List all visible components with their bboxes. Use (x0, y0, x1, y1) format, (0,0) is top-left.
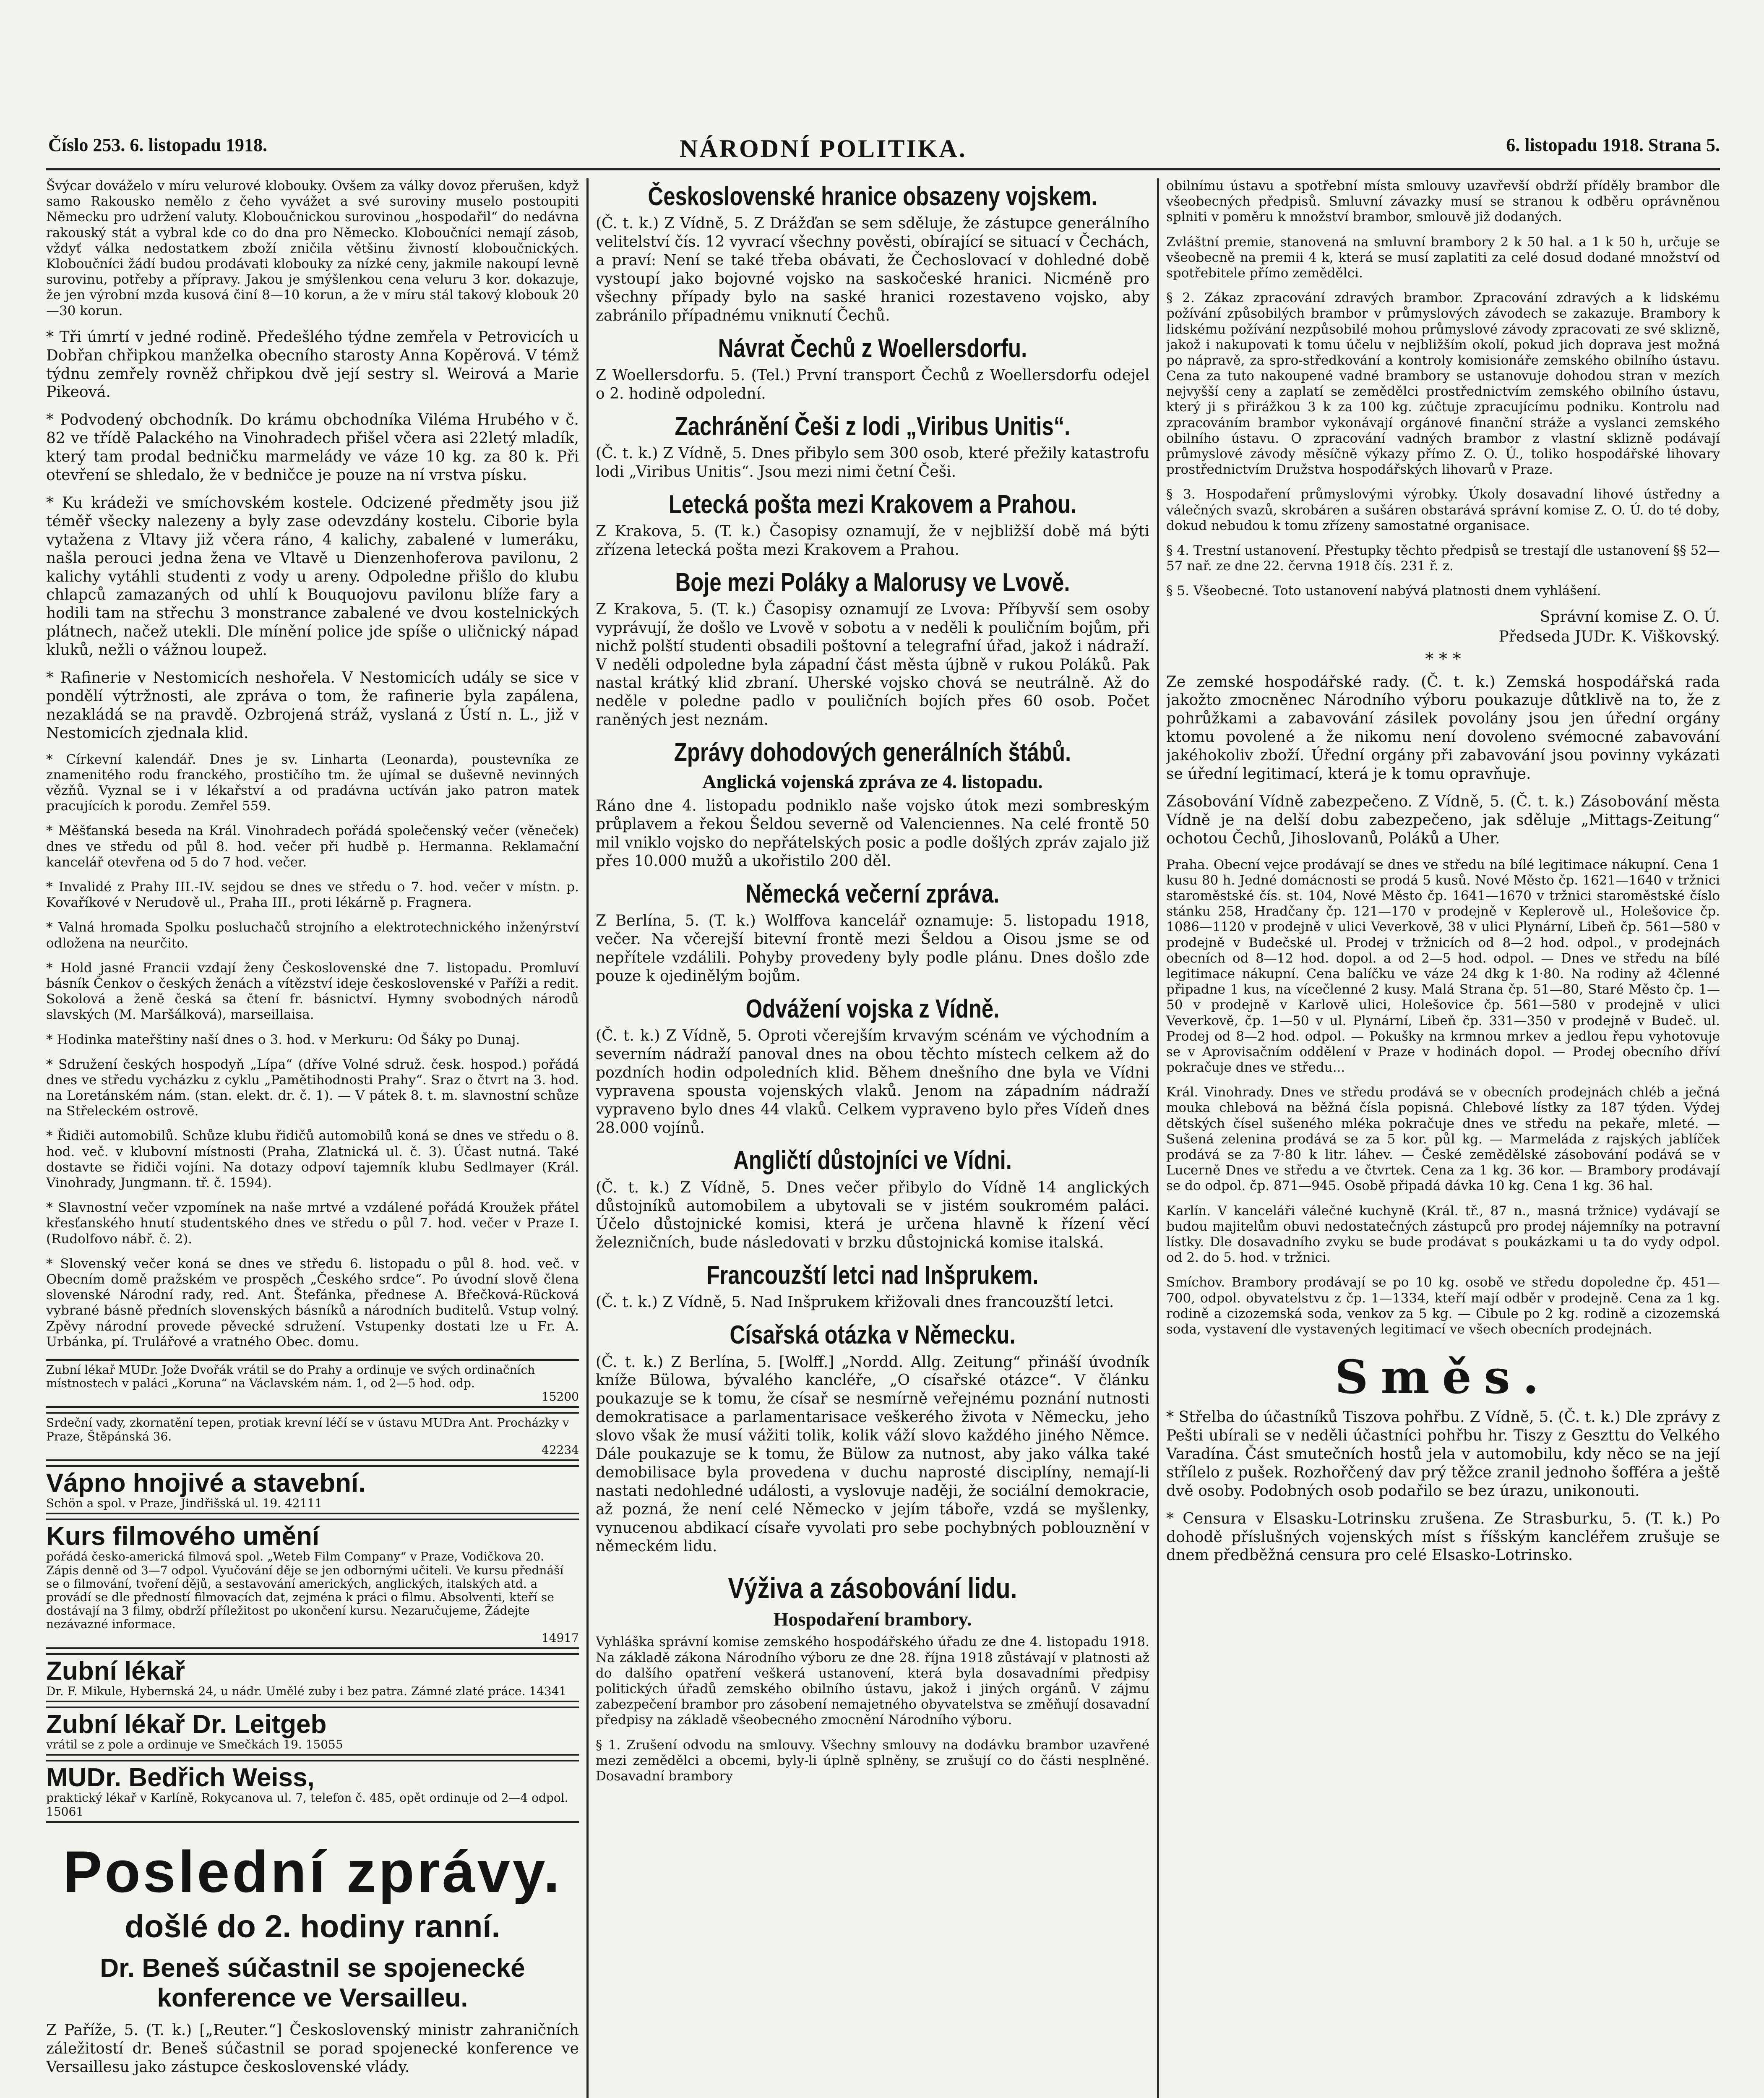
advertisement (46, 1653, 579, 1702)
article-headline: Francouzští letci nad Inšprukem. (706, 1261, 1039, 1290)
article-text: Z Krakova, 5. (T. k.) Časopisy oznamují ze Lvova: Příbyvší sem osoby vyprávují, že došlo ve Lvově v sobotu a v neděli k pouličním bojům, při nichž polští studenti obsadili poštovní a telegrafní úřad, jakož i nádraží. V neděli odpoledne byla západní část města újbně v rukou Poláků. Pak nastal krátký klid zbraní. Uherské vojsko chová se neutrálně. Až do neděle v poledne padlo v pouličních bojích přes 60 osob. Počet raněných jest neznám. (596, 600, 1149, 729)
section-title: Směs. (1334, 1350, 1552, 1404)
article-text: Král. Vinohrady. Dnes ve středu prodává se v obecních prodejnách chléb a ječná mouka chlebová na běžná čísla popisná. Chlebové lístky za 187 týden. Výdej dětských čísel sušeného mléka pokračuje dnes ve středu na pekaře, mleté. — Sušená zelenina prodává se za 5 kor. půl kg. — Marmeláda z rajských jablíček prodává se za 7·80 k litr. láhev. — České zemědělské zásobování podává se v Lucerně Dnes ve středu a ve čtvrtek. Cena za 1 kg. 36 kor. — Brambory prodávají se do odpol. čp. 871—945. Osobě připadá dávka 10 kg. Cena 1 kg. 36 hal. (1166, 1085, 1720, 1194)
article-text: § 4. Trestní ustanovení. Přestupky těchto předpisů se trestají dle ustanovení §§ 52—57 nař. ze dne 22. června 1918 čís. 231 ř. z. (1166, 543, 1720, 574)
ad-code: 15200 (541, 1390, 579, 1404)
article-text: * Církevní kalendář. Dnes je sv. Linharta (Leonarda), poustevníka ze znamenitého rodu franckého, prostičího tm. že ujímal se duševně nevinných vězňů. Vyznal se i v lékařství a od pradávna uctíván jako patron matek pracujících k porodu. Zemřel 559. (46, 752, 579, 814)
ad-text: Dr. F. Mikule, Hybernská 24, u nádr. Umělé zuby i bez patra. Zámné zlaté práce. 14341 (46, 1684, 567, 1698)
article-text: * Řidiči automobilů. Schůze klubu řidičů automobilů koná se dnes ve středu o 8. hod. več. v klubovní místnosti (Praha, Zlatnická ul. č. 3). Účast nutná. Také dostavte se řidiči vojíni. Na dotazy odpoví tajemník klubu Sedlmayer (Král. Vinohrady, Jungmann. tř. č. 1594). (46, 1128, 579, 1191)
article-subheadline: Anglická vojenská zpráva ze 4. listopadu. (702, 771, 1043, 793)
ad-code: 14917 (541, 1631, 579, 1645)
advertisement (46, 1760, 579, 1822)
article-text: * Tři úmrtí v jedné rodině. Předešlého týdne zemřela v Petrovicích u Dobřan chřipkou manželka obecního starosty Anna Kopěrová. V témž týdnu zemřely rovněž chřipkou dvě její sestry sl. Weirová a Marie Pikeová. (46, 328, 579, 401)
columns (46, 178, 1720, 2098)
column-divider (586, 178, 589, 2098)
issue-number-date: Číslo 253. 6. listopadu 1918. (48, 135, 267, 155)
article-headline: Boje mezi Poláky a Malorusy ve Lvově. (675, 568, 1070, 597)
article-text: § 2. Zákaz zpracování zdravých brambor. Zpracování zdravých a k lidskému požívání způsobilých brambor v průmyslových závodech se zakazuje. Brambory k lidskému požívání nezpůsobilé mohou průmyslové závody zpracovati ze své sklizně, jakož i nakupovati k tomu účelu v nejbližším okolí, pokud jich doprava jest možná po nápravě, za spro-středkování a kontroly komisionáře zemského obilního ústavu. Cena za tuto nakoupené vadné brambory se ustanovuje dohodou stran v mezích nejvyšší ceny a zaplatí se zemědělci prostřednictvím zemského obilního ústavu, který ji s přirážkou 3 k za 100 kg. zúčtuje zpracujícímu podniku. Kontrolu nad zpracováním brambor vykonávají orgánové finanční stráže a vyslanci zemského obilního ústavu. O zpracování vadných brambor z vlastní sklizně podávají průmyslové závody měsíčně výkazy přímo Z. O. Ú., toliko hospodářské lihovary prostřednictvím Družstva hospodářských lihovarů v Praze. (1166, 290, 1720, 478)
column-3 (1166, 178, 1720, 2098)
signature-line: Předseda JUDr. K. Viškovský. (1498, 628, 1720, 645)
article-text: Smíchov. Brambory prodávají se po 10 kg. osobě ve středu dopoledne čp. 451—700, odpol. obyvatelstvu z čp. 1—1334, kteří mají odběr v prodejně. Cena za 1 kg. rodině a cizozemská soda, venkov za 5 kg. — Cibule po 2 kg. rodině a cizozemská soda, vystavení dle vystavených legitimací ve všech obecních prodejnách. (1166, 1275, 1720, 1337)
article-text: (Č. t. k.) Z Berlína, 5. [Wolff.] „Nordd. Allg. Zeitung“ přináší úvodník kníže Bülowa, bývalého kancléře, „O císařské otázce“. V článku poukazuje se k tomu, že císař se nesmírně veřejnému poznání nutnosti demokratisace a parlamentarisace veškerého života v Německu, jeho slovo však že musí vážiti tolik, kolik váží slovo každého jiného Němce. Dále poukazuje se k tomu, že Bülow za nutnost, aby jako válka také demobilisace byla provedena v duchu naprosté disciplíny, nemají-li nastati nedohledné události, a vyslovuje naději, že sociální demokracie, až pozná, že není celé Německo v jejím táboře, vzdá se myšlenky, vynucenou abdikací císaře vyvolati pro sebe pochybných poblouznění v německém lidu. (596, 1353, 1149, 1555)
article-text: Švýcar dováželo v míru velurové klobouky. Ovšem za války dovoz přerušen, když samo Rakousko nemělo z čeho vyvážet a své suroviny muselo postoupiti Německu pro udržení valuty. Kloboučnickou surovinou „hospodařil“ do nedávna rakouský stát a vybral kde co do dna pro Německo. Kloboučníci nemají zásob, vždyť válka nedostatkem zboží zničila většinu živností kloboučnických. Kloboučníci žádí budou prodávati klobouky za nízké ceny, jakmile nakoupí levně surovinu, potřeby a přípravy. Jakou je smýšlenkou cena veluru 3 kor. dokazuje, že jen výrobní mzda kusová činí 8—10 korun, a že v míru stál takový klobouk 20—30 korun. (46, 178, 579, 318)
article-text: (Č. t. k.) Z Vídně, 5. Oproti včerejším krvavým scénám ve východním a severním nádraží panoval dnes na obou těchto místech celkem až do pozdních hodin odpoledních klid. Během dnešního dne byla ve Vídni vypravena spousta vojenských vlaků. Jenom na západním nádraží vypraveno bylo dnes 44 vlaků. Celkem vypraveno bylo přes Vídeň dnes 28.000 vojínů. (596, 1027, 1149, 1137)
article-text: * Hodinka mateřštiny naší dnes o 3. hod. v Merkuru: Od Šáky po Dunaj. (46, 1032, 520, 1047)
article-headline: Angličtí důstojníci ve Vídni. (733, 1146, 1012, 1175)
ad-text: vrátil se z pole a ordinuje ve Smečkách 19. 15055 (46, 1738, 343, 1752)
article-text: Ráno dne 4. listopadu podniklo naše vojsko útok mezi sombreským průplavem a řekou Šeldou severně od Valenciennes. Na celé frontě 50 mil vniklo vojsko do nepřátelských posic a podle došlých zpráv zajalo již přes 10.000 mužů a ukořistilo 200 děl. (596, 797, 1149, 870)
ad-title: Zubní lékař (46, 1656, 185, 1686)
article-headline: Návrat Čechů z Woellersdorfu. (718, 334, 1027, 363)
column-2 (596, 178, 1149, 2098)
article-headline: Německá večerní zpráva. (745, 879, 1000, 908)
article-text: Praha. Obecní vejce prodávají se dnes ve středu na bílé legitimace nákupní. Cena 1 kusu 80 h. Jedné domácnosti se prodá 5 kusů. Nové Město čp. 1621—1640 v tržnici staroměstské čís. st. 104, Nové Město čp. 1641—1670 v tržnici staroměstské číslo stánku 258, Hradčany čp. 121—170 v prodejně v Keplerově ul., Holešovice čp. 1086—1120 v prodejně v ulici Veverkově, 38 v ulici Plynární, Libeň čp. 561—580 v prodejně v Budečské ul. Prodej v tržnicích od 8—2 hod. odpol., v prodejnách obecních od 8—12 hod. dopol. a od 2—5 hod. odpol. — Dnes ve středu na bílé legitimace nákupní. Cena balíčku ve váze 24 dkg k 1·80. Na rodiny až 4členné připadne 1 kus, na vícečlenné 2 kusy. Malá Strana čp. 51—80, Staré Město čp. 1—50 v prodejně v Karlově ulici, Holešovice čp. 561—580 v prodejně v ulici Veverkově, čp. 1—50 v ul. Plynární, Libeň čp. 331—350 v prodejně v Budeč. ul. Prodej od 8—2 hod. odpol. — Pokušky na krmnou mrkev a jedlou řepu vyhotovuje se v Aprovisačním oddělení v Praze v hodinách dopol. — Prodej obecního dříví pokračuje dnes ve středu... (1166, 857, 1720, 1075)
ad-text: praktický lékař v Karlíně, Rokycanova ul. 7, telefon č. 485, opět ordinuje od 2—4 odpol. 15061 (46, 1791, 568, 1819)
article-text: Ze zemské hospodářské rady. (Č. t. k.) Zemská hospodářská rada jakožto zmocněnec Národního výboru poukazuje důtklivě na to, že z pohrůžkami a zabavování zásilek povolány jsou jen úřední orgány ktomu povolené a že nikomu není dovoleno svémocné zabavování jakéhokoliv zboží. Úřední orgány při zabavování jsou povinny vykázati se úřední legitimací, která je k tomu opravňuje. (1166, 673, 1720, 783)
article-headline: Československé hranice obsazeny vojskem. (648, 182, 1097, 211)
article-text: § 1. Zrušení odvodu na smlouvy. Všechny smlouvy na dodávku brambor uzavřené mezi zemědělci a obcemi, byly-li úplně splněny, se zrušují co do části nesplněné. Dosavadní brambory (596, 1737, 1149, 1784)
article-text: * Valná hromada Spolku posluchačů strojního a elektrotechnického inženýrství odložena na neurčito. (46, 920, 579, 951)
advertisement (46, 1412, 579, 1461)
article-headline: Císařská otázka v Německu. (730, 1320, 1016, 1350)
article-text: * Rafinerie v Nestomicích neshořela. V Nestomicích udály se sice v pondělí výtržnosti, ale zpráva o tom, že rafinerie byla zapálena, nezakládá se na pravdě. Ozbrojená stráž, vyslaná z Ústí n. L., již v Nestomicích zjednala klid. (46, 669, 579, 742)
ad-title: Vápno hnojivé a stavební. (46, 1469, 366, 1498)
latest-news-title: Poslední zprávy. (63, 1838, 563, 1905)
advertisement (46, 1359, 579, 1408)
column-divider (1157, 178, 1159, 2098)
article-text: Z Paříže, 5. (T. k.) [„Reuter.“] Československý ministr zahraničních záležitostí dr. Beneš súčastnil se porad spojenecké konference ve Versaillesu jako zástupce československé vlády. (46, 2022, 579, 2076)
advertisement (46, 1707, 579, 1756)
article-text: * Podvodený obchodník. Do krámu obchodníka Viléma Hrubého v č. 82 ve třídě Palackého na Vinohradech přišel včera asi 22letý mladík, který tam prodal bedničku marmelády ve váze 10 kg. za 80 k. Při otevření se shledalo, že v bedničce je pouze na ní vrstva písku. (46, 411, 579, 484)
page-date-number: 6. listopadu 1918. Strana 5. (1506, 135, 1720, 155)
article-text: * Měšťanská beseda na Král. Vinohradech pořádá společenský večer (věneček) dnes ve středu od půl 8. hod. večer při hudbě p. Hermanna. Reklamační kancelář otevřena od 5 do 7 hod. večer. (46, 823, 579, 870)
article-text: * Censura v Elsasku-Lotrinsku zrušena. Ze Strasburku, 5. (T. k.) Po dohodě příslušných vojenských míst s říšským kancléřem zrušuje se dnem předběžná censura pro celé Elsasko-Lotrinsko. (1166, 1510, 1720, 1564)
ad-text: Zubní lékař MUDr. Jože Dvořák vrátil se do Prahy a ordinuje ve svých ordinačních místnostech v paláci „Koruna“ na Václavském nám. 1, od 2—5 hod. odp. (46, 1362, 535, 1391)
article-headline: Zprávy dohodových generálních štábů. (674, 738, 1071, 767)
article-text: § 5. Všeobecné. Toto ustanovení nabývá platnosti dnem vyhlášení. (1166, 583, 1601, 599)
ad-text: pořádá česko-americká filmová spol. „Weteb Film Company“ v Praze, Vodičkova 20. Zápis denně od 3—7 odpol. Vyučování děje se jen odbornými učiteli. Ve kursu přednáší se o filmování, tvoření dějů, a sestavování amerických, anglických, italských atd. a provádí se dle předností filmovacích dat, zejména k práci o filmu. Absolventi, kteří se dostávají na 3 filmy, obdrží příležitost po ukončení kursu. Nezaručujeme, Žádejte nezávazné informace. (46, 1550, 564, 1631)
advertisement (46, 1465, 579, 1514)
ad-title: MUDr. Bedřich Weiss, (46, 1763, 315, 1793)
ad-text: Schön a spol. v Praze, Jindřišská ul. 19. 42111 (46, 1496, 323, 1511)
article-text: Vyhláška správní komise zemského hospodářského úřadu ze dne 4. listopadu 1918. Na základě zákona Národního výboru ze dne 28. října 1918 zůstávají v platnosti až do dalšího opatření veškerá ustanovení, která byla dosavadními předpisy politických úřadů zemského obilního ústavu, jakož i jiných orgánů. V zájmu zabezpečení brambor pro zásobení nemajetného obyvatelstva se změňují dosavadní předpisy na základě všeobecného zmocnění Národního výboru. (596, 1634, 1149, 1728)
article-text: * Ku krádeži ve smíchovském kostele. Odcizené předměty jsou již téměř všecky nalezeny a byly zase odevzdány kostelu. Ciborie byla vytažena z Vltavy již včera ráno, 4 kalichy, zabalené v lumeráku, našla perouci jedna žena ve Vltavě u Dienzenhoferova pavilonu, 2 kalichy vytáhli studenti z vody u areny. Odpoledne přišlo do klubu chlapců zamazaných od uhlí k Bouquojovu pavilonu blíže fary a hodili tam na střechu 3 monstrance zabalené ve dvou kostelnických plátnech, načež utekli. Dle mínění police jde spíše o uličnický nápad kluků, nežli o vážnou loupež. (46, 494, 579, 659)
article-subheadline: Hospodaření brambory. (773, 1608, 972, 1630)
page-header (46, 122, 1720, 170)
article-headline: Letecká pošta mezi Krakovem a Prahou. (668, 490, 1076, 519)
article-text: (Č. t. k.) Z Vídně, 5. Dnes přibylo sem 300 osob, které přežily katastrofu lodi „Viribus Unitis“. Jsou mezi nimi četní Češi. (596, 444, 1149, 480)
article-text: Zásobování Vídně zabezpečeno. Z Vídně, 5. (Č. t. k.) Zásobování města Vídně je na delší dobu zabezpečeno, jak sděluje „Mittags-Zeitung“ ochotou Čechů, Jihoslovanů, Poláků a Uher. (1166, 793, 1720, 847)
article-text: * Sdružení českých hospodyň „Lípa“ (dříve Volné sdruž. česk. hospod.) pořádá dnes ve středu vycházku z cyklu „Pamětihodnosti Prahy“. Sraz o čtvrt na 3. hod. na Loretánském nám. (stan. elekt. dr. č. 1). — V pátek 8. t. m. slavnostní schůze na Střeleckém ostrově. (46, 1057, 579, 1119)
article-text: (Č. t. k.) Z Vídně, 5. Nad Inšprukem křižovali dnes francouzští letci. (596, 1294, 1114, 1311)
masthead-title: NÁRODNÍ POLITIKA. (680, 135, 967, 162)
article-text: Z Woellersdorfu. 5. (Tel.) První transport Čechů z Woellersdorfu odejel o 2. hodině odpolední. (596, 366, 1149, 402)
separator-stars: * * * (1425, 649, 1461, 669)
article-text: § 3. Hospodaření průmyslovými výrobky. Úkoly dosavadní lihové ústředny a válečných svazů, skrobáren a sušáren obstarává správní komise Z. O. Ú. do té doby, dokud nebudou k tomu zřízeny samostatné organisace. (1166, 487, 1720, 533)
article-text: (Č. t. k.) Z Vídně, 5. Dnes večer přibylo do Vídně 14 anglických důstojníků automobilem a ubytovali se v jistém soukromém paláci. Účelo důstojnické komisi, která je určena hlavně k řízení věcí železničních, bude následovati v brzku důstojnická komise italská. (596, 1179, 1149, 1252)
ad-code: 42234 (541, 1443, 579, 1457)
article-text: (Č. t. k.) Z Vídně, 5. Z Drážďan se sem sděluje, že zástupce generálního velitelství čís. 12 vyvrací všechny pověsti, obírající se situací v Čechách, a praví: Není se také třeba obávati, že Čechoslovací v dohledné době vystoupí jako bojovné vojsko na saskočeské hranici. Nicméně pro všechny případy bylo na saské hranici rozestaveno vojsko, aby zabránilo případnému vniknutí Čechů. (596, 215, 1149, 324)
article-text: obilnímu ústavu a spotřební místa smlouvy uzavřevší obdrží příděly brambor dle všeobecných předpisů. Smluvní závazky musí se stranou k odběru oprávněnou splniti v poměru k množství brambor, smlouvě již dodaných. (1166, 178, 1720, 225)
advertisement (46, 1519, 579, 1649)
latest-news-subtitle: došlé do 2. hodiny ranní. (125, 1908, 500, 1944)
article-text: Zvláštní premie, stanovená na smluvní brambory 2 k 50 hal. a 1 k 50 h, určuje se všeobecně na premii 4 k, která se musí zaplatiti za celé dosud dodané množství od spotřebitele přímo zemědělci. (1166, 234, 1720, 281)
signature-line: Správní komise Z. O. Ú. (1540, 608, 1720, 626)
article-text: * Slovenský večer koná se dnes ve středu 6. listopadu o půl 8. hod. več. v Obecním domě pražském ve prospěch „Českého srdce“. Po úvodní slově člena slovenské Národní rady, red. Ant. Štefánka, přednese A. Břečková-Rücková vybrané básně předních slovenských básníků a národních buditelů. Vstup volný. Zpěvy národní provede pěvecké sdružení. Vstupenky dostati lze u Fr. A. Urbánka, pí. Trulářové a vratného Obec. domu. (46, 1256, 579, 1349)
article-text: * Slavnostní večer vzpomínek na naše mrtvé a vzdálené pořádá Kroužek přátel křesťanského hnutí studentského dnes ve středu o půl 7. hod. večer v Praze I. (Rudolfovo nábř. č. 2). (46, 1200, 579, 1247)
article-text: * Invalidé z Prahy III.-IV. sejdou se dnes ve středu o 7. hod. večer v místn. p. Kovaříkové v Nerudově ul., Praha III., proti lékárně p. Fragnera. (46, 879, 579, 911)
article-headline: Dr. Beneš súčastnil se spojenecké konference ve Versailleu. (100, 1953, 525, 2013)
article-headline: Odvážení vojska z Vídně. (745, 994, 1000, 1023)
article-text: Karlín. V kanceláři válečné kuchyně (Král. tř., 87 n., masná tržnice) vydávají se budou majitelům obuvi nedostatečných zástupců pro prodej nájemníky na potravní lístky. Dle dosavadního zvyku se bude prodávat s poukázkami u ta do vydy odpol. od 2. do 5. hod. v tržnici. (1166, 1203, 1720, 1266)
article-text: Z Krakova, 5. (T. k.) Časopisy oznamují, že v nejbližší době má býti zřízena letecká pošta mezi Krakovem a Prahou. (596, 522, 1149, 558)
article-text: * Hold jasné Francii vzdají ženy Československé dne 7. listopadu. Promluví básník Čenkov o českých ženách a vítězství ideje československé v Paříži a redit. Sokolová a ženě česká sa čtení fr. básnictví. Hymny svobodných národů slavských (M. Maršálková), marseillaisa. (46, 960, 579, 1023)
article-text: Z Berlína, 5. (T. k.) Wolffova kancelář oznamuje: 5. listopadu 1918, večer. Na včerejší bitevní frontě mezi Šeldou a Oisou jsme se od nepřítele vzdálili. Pohyby provedeny byly podle plánu. Dnes došlo zde pouze k ojedinělým bojům. (596, 912, 1149, 985)
ad-title: Kurs filmového umění (46, 1522, 320, 1551)
article-headline: Výživa a zásobování lidu. (728, 1572, 1017, 1605)
article-headline: Zachránění Češi z lodi „Viribus Unitis“. (675, 412, 1071, 441)
column-1 (46, 178, 579, 2098)
newspaper-page (46, 122, 1720, 2098)
ad-title: Zubní lékař Dr. Leitgeb (46, 1710, 327, 1739)
article-text: * Střelba do účastníků Tiszova pohřbu. Z Vídně, 5. (Č. t. k.) Dle zprávy z Pešti ubírali se v neděli účastníci pohřbu hr. Tiszy z Geszttu do Velkého Varadína. Část smutečních hostů jela v automobilu, kdy něco se na její střílelo z pušek. Rozhořčený dav prý těžce zranil jednoho šofféra a ještě dvě osoby. Podobných osob podařilo se bez úrazu, unikonouti. (1166, 1409, 1720, 1500)
ad-text: Srdeční vady, zkornatění tepen, protiak krevní léčí se v ústavu MUDra Ant. Procházky v Praze, Štěpánská 36. (46, 1416, 569, 1443)
